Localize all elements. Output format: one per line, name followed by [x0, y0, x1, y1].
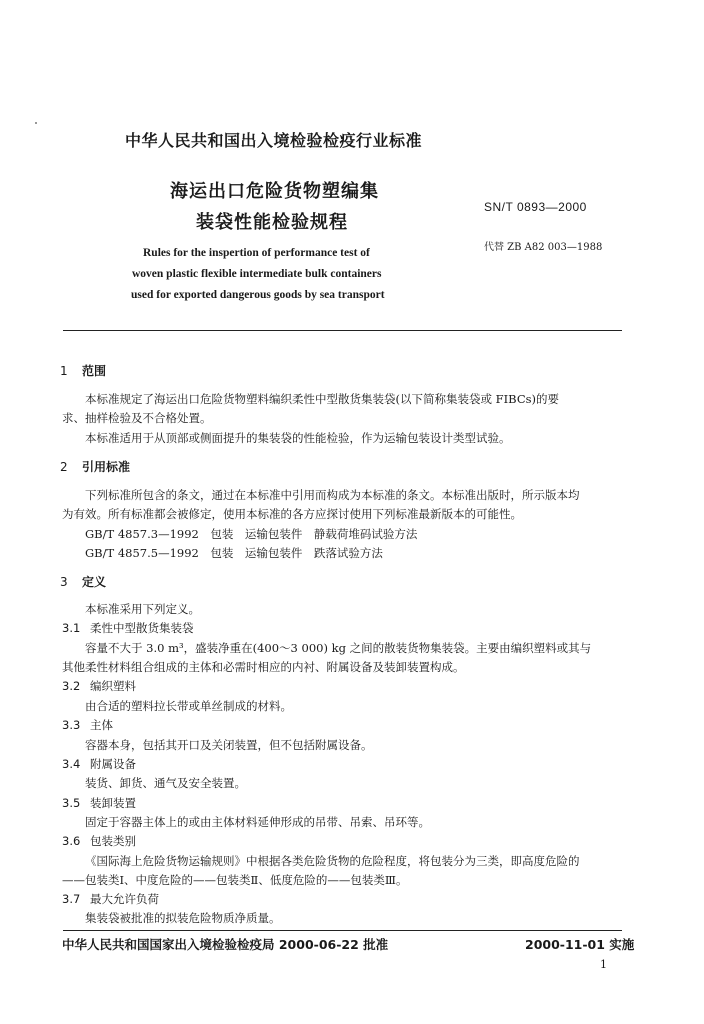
- section-1-para-1a: 本标准规定了海运出口危险货物塑料编织柔性中型散货集装袋(以下简称集装袋或 FIBCs)的要: [85, 392, 560, 406]
- english-title-line-1: Rules for the inspertion of performance test of: [143, 247, 370, 259]
- definition-3-1-text-b: 其他柔性材料组合组成的主体和必需时相应的内衬、附属设备及装卸装置构成。: [62, 660, 465, 674]
- definition-3-1-text-a: 容量不大于 3.0 m³，盛装净重在(400～3 000) kg 之间的散装货物集装袋。主要由编织塑料或其与: [85, 641, 592, 655]
- document-title-line-2: 装袋性能检验规程: [196, 212, 348, 233]
- footer-divider: [63, 930, 622, 931]
- definition-3-4-heading: [62, 756, 136, 772]
- section-1-title: 范围: [82, 364, 107, 378]
- section-2-number: 2: [60, 460, 68, 474]
- definition-3-6-heading: [62, 833, 136, 849]
- section-1-para-1b: 求、抽样检验及不合格处置。: [62, 411, 212, 425]
- section-2-para-1b: 为有效。所有标准都会被修定，使用本标准的各方应探讨使用下列标准最新版本的可能性。: [62, 507, 522, 521]
- section-3-heading: [60, 573, 106, 590]
- definition-3-3-title: 主体: [90, 718, 113, 732]
- definition-3-6-text-a: 《国际海上危险货物运输规则》中根据各类危险货物的危险程度，将包装分为三类，即高度危险的: [85, 854, 580, 868]
- definition-3-7-text: 集装袋被批准的拟装危险物质净质量。: [85, 911, 281, 925]
- section-2-heading: [60, 458, 130, 475]
- definition-3-3-heading: [62, 717, 113, 733]
- section-3-title: 定义: [82, 575, 107, 589]
- definition-3-1-number: 3.1: [62, 621, 81, 635]
- definition-3-4-text: 装货、卸货、通气及安全装置。: [85, 776, 246, 790]
- definition-3-2-number: 3.2: [62, 679, 81, 693]
- section-1-para-2: 本标准适用于从顶部或侧面提升的集装袋的性能检验，作为运输包装设计类型试验。: [85, 431, 511, 445]
- section-3-intro: 本标准采用下列定义。: [85, 602, 200, 616]
- document-title-line-1: 海运出口危险货物塑编集: [170, 181, 379, 202]
- section-2-title: 引用标准: [82, 460, 131, 474]
- section-1-heading: [60, 362, 106, 379]
- effective-date: 2000-11-01 实施: [525, 937, 635, 952]
- replaces-standard: 代替 ZB A82 003—1988: [484, 242, 603, 253]
- definition-3-7-title: 最大允许负荷: [90, 892, 159, 906]
- standard-code: SN/T 0893—2000: [484, 200, 587, 214]
- definition-3-2-heading: [62, 678, 136, 694]
- definition-3-2-text: 由合适的塑料拉长带或单丝制成的材料。: [85, 699, 292, 713]
- scan-speck: [35, 122, 37, 124]
- definition-3-5-text: 固定于容器主体上的或由主体材料延伸形成的吊带、吊索、吊环等。: [85, 815, 430, 829]
- definition-3-5-heading: [62, 795, 136, 811]
- definition-3-5-title: 装卸装置: [90, 796, 136, 810]
- definition-3-1-title: 柔性中型散货集装袋: [90, 621, 194, 635]
- section-3-number: 3: [60, 575, 68, 589]
- definition-3-1-heading: [62, 620, 194, 636]
- definition-3-6-title: 包装类别: [90, 834, 136, 848]
- definition-3-7-heading: [62, 891, 159, 907]
- definition-3-5-number: 3.5: [62, 796, 81, 810]
- reference-1: GB/T 4857.3—1992 包装 运输包装件 静载荷堆码试验方法: [85, 527, 418, 541]
- definition-3-4-title: 附属设备: [90, 757, 136, 771]
- header-divider: [63, 330, 622, 331]
- definition-3-3-number: 3.3: [62, 718, 81, 732]
- definition-3-4-number: 3.4: [62, 757, 81, 771]
- section-1-number: 1: [60, 364, 68, 378]
- definition-3-6-number: 3.6: [62, 834, 81, 848]
- approval-statement: 中华人民共和国国家出入境检验检疫局 2000-06-22 批准: [62, 937, 389, 952]
- issuing-organization: 中华人民共和国出入境检验检疫行业标准: [125, 131, 423, 150]
- english-title-line-3: used for exported dangerous goods by sea transport: [131, 289, 385, 301]
- definition-3-2-title: 编织塑料: [90, 679, 136, 693]
- page-number: 1: [600, 958, 607, 971]
- definition-3-6-text-b: ——包装类Ⅰ、中度危险的——包装类Ⅱ、低度危险的——包装类Ⅲ。: [62, 873, 408, 887]
- section-2-para-1a: 下列标准所包含的条文，通过在本标准中引用而构成为本标准的条文。本标准出版时，所示版本均: [85, 488, 580, 502]
- english-title-line-2: woven plastic flexible intermediate bulk containers: [132, 268, 382, 280]
- definition-3-7-number: 3.7: [62, 892, 81, 906]
- reference-2: GB/T 4857.5—1992 包装 运输包装件 跌落试验方法: [85, 546, 383, 560]
- definition-3-3-text: 容器本身，包括其开口及关闭装置，但不包括附属设备。: [85, 738, 373, 752]
